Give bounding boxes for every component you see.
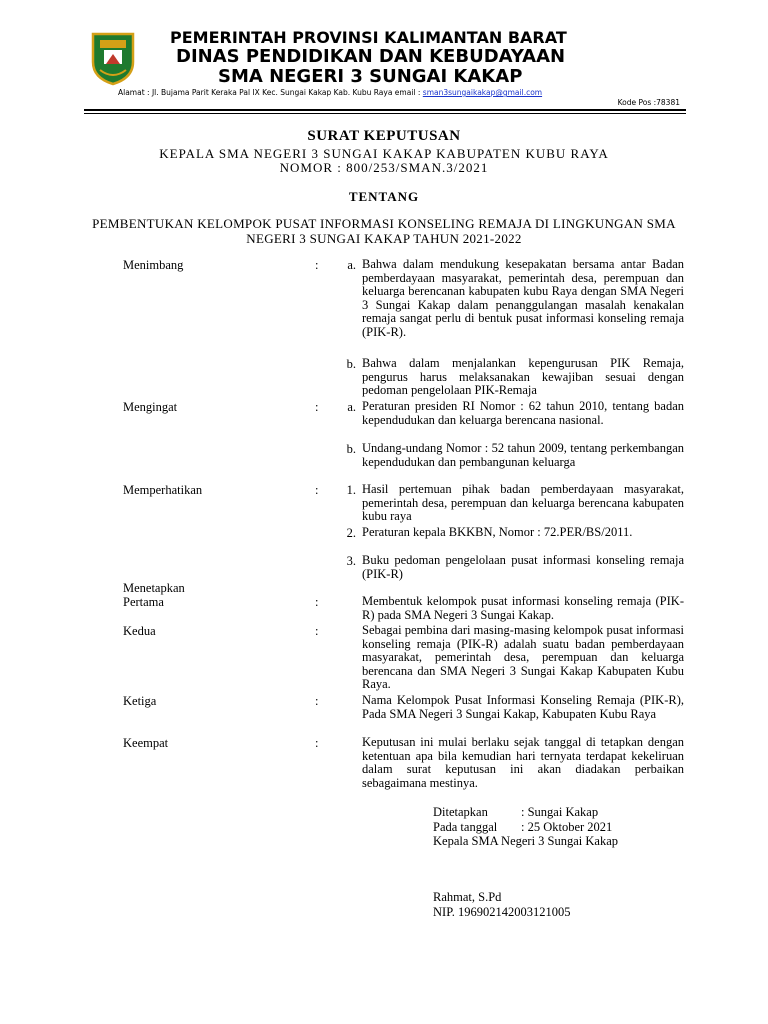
ditetapkan-label: Ditetapkan xyxy=(433,805,488,819)
memperhatikan-3-text: Buku pedoman pengelolaan pusat informasi konseling remaja (PIK-R) xyxy=(362,553,684,581)
memperhatikan-3-num: 3. xyxy=(346,554,356,568)
menimbang-a-num: a. xyxy=(347,258,356,272)
keempat-colon: : xyxy=(315,736,319,750)
letterhead-rule-thick xyxy=(84,109,686,111)
tanggal-value: : 25 Oktober 2021 xyxy=(521,820,613,834)
signatory-name: Rahmat, S.Pd xyxy=(433,890,502,904)
decree-number: NOMOR : 800/253/SMAN.3/2021 xyxy=(279,160,489,175)
menimbang-b-num: b. xyxy=(346,357,356,371)
memperhatikan-colon: : xyxy=(315,483,319,497)
kedua-text: Sebagai pembina dari masing-masing kelompok pusat informasi konseling remaja (PIK-R) adalah suatu badan pemberdayaan masyarakat, pemerintah desa, perempuan dan keluarga berencana dan SMA Negeri 3 Sungai Kakap Kabupaten Kubu Raya. xyxy=(362,623,684,692)
ditetapkan-value: : Sungai Kakap xyxy=(521,805,599,819)
mengingat-b-text: Undang-undang Nomor : 52 tahun 2009, tentang perkembangan kependudukan dan pembangunan keluarga xyxy=(362,441,684,469)
gov-province-line: PEMERINTAH PROVINSI KALIMANTAN BARAT xyxy=(170,28,567,47)
mengingat-colon: : xyxy=(315,400,319,414)
memperhatikan-2-text: Peraturan kepala BKKBN, Nomor : 72.PER/BS/2011. xyxy=(362,525,633,539)
keempat-text: Keputusan ini mulai berlaku sejak tanggal di tetapkan dengan ketentuan apa bila kemudian hari ternyata terdapat kekeliruan dalam surat keputusan ini akan diadakan perbaikan sebagaimana mestinya. xyxy=(362,735,684,790)
letterhead xyxy=(0,0,768,120)
pertama-colon: : xyxy=(315,595,319,609)
ketiga-label: Ketiga xyxy=(123,694,157,708)
school-name-line: SMA NEGERI 3 SUNGAI KAKAP xyxy=(218,66,523,87)
document-title: SURAT KEPUTUSAN xyxy=(307,128,461,144)
email-link[interactable]: sman3sungaikakap@gmail.com xyxy=(422,88,543,97)
decree-subject-line-2: NEGERI 3 SUNGAI KAKAP TAHUN 2021-2022 xyxy=(246,231,522,246)
pertama-text: Membentuk kelompok pusat informasi konseling remaja (PIK-R) pada SMA Negeri 3 Sungai Kakap. xyxy=(362,594,684,622)
decree-subject xyxy=(0,216,768,246)
postal-code: Kode Pos :78381 xyxy=(617,98,680,107)
ketiga-colon: : xyxy=(315,694,319,708)
kedua-colon: : xyxy=(315,624,319,638)
pertama-label: Pertama xyxy=(123,595,164,609)
mengingat-a-text: Peraturan presiden RI Nomor : 62 tahun 2010, tentang badan kependudukan dan keluarga berencana nasional. xyxy=(362,399,684,427)
menimbang-label: Menimbang xyxy=(123,258,184,272)
issuer-line: KEPALA SMA NEGERI 3 SUNGAI KAKAP KABUPATEN KUBU RAYA xyxy=(159,146,609,161)
kalbar-emblem-logo xyxy=(90,30,136,86)
letterhead-rule-thin xyxy=(84,113,686,114)
menimbang-a-text: Bahwa dalam mendukung kesepakatan bersama antar Badan pemberdayaan masyarakat, pemerintah desa, perempuan dan keluarga berencanan kabupaten kubu Raya dengan SMA Negeri 3 Sungai Kakap dalam penanggulangan masalah kenakalan remaja sangat perlu di bentuk pusat informasi konseling remaja (PIK-R). xyxy=(362,257,684,339)
decree-subject-line-1: PEMBENTUKAN KELOMPOK PUSAT INFORMASI KONSELING REMAJA DI LINGKUNGAN SMA xyxy=(92,216,676,231)
memperhatikan-label: Memperhatikan xyxy=(123,483,203,497)
mengingat-a-num: a. xyxy=(347,400,356,414)
address-line xyxy=(118,88,542,97)
keempat-label: Keempat xyxy=(123,736,169,750)
memperhatikan-2-num: 2. xyxy=(346,526,356,540)
tanggal-row xyxy=(433,820,612,835)
mengingat-label: Mengingat xyxy=(123,400,178,414)
menetapkan-label: Menetapkan xyxy=(123,581,185,595)
tanggal-label: Pada tanggal xyxy=(433,820,498,834)
menimbang-colon: : xyxy=(315,258,319,272)
ketiga-text: Nama Kelompok Pusat Informasi Konseling Remaja (PIK-R), Pada SMA Negeri 3 Sungai Kakap, Kabupaten Kubu Raya xyxy=(362,693,684,721)
mengingat-b-num: b. xyxy=(346,442,356,456)
ditetapkan-row xyxy=(433,805,598,820)
tentang-heading: TENTANG xyxy=(348,189,420,204)
agency-line: DINAS PENDIDIKAN DAN KEBUDAYAAN xyxy=(176,46,566,67)
signatory-nip: NIP. 196902142003121005 xyxy=(433,905,571,919)
memperhatikan-1-text: Hasil pertemuan pihak badan pemberdayaan masyarakat, pemerintah desa, perempuan dan keluarga berencana kabupaten kubu raya xyxy=(362,482,684,524)
signatory-position: Kepala SMA Negeri 3 Sungai Kakap xyxy=(433,834,619,848)
kedua-label: Kedua xyxy=(123,624,156,638)
menimbang-b-text: Bahwa dalam menjalankan kepengurusan PIK Remaja, pengurus harus melaksanakan kewajiban sesuai dengan pedoman pengelolaan PIK-Remaja xyxy=(362,356,684,398)
memperhatikan-1-num: 1. xyxy=(346,483,356,497)
address-text: Alamat : Jl. Bujama Parit Keraka Pal IX Kec. Sungai Kakap Kab. Kubu Raya email : xyxy=(118,88,421,97)
